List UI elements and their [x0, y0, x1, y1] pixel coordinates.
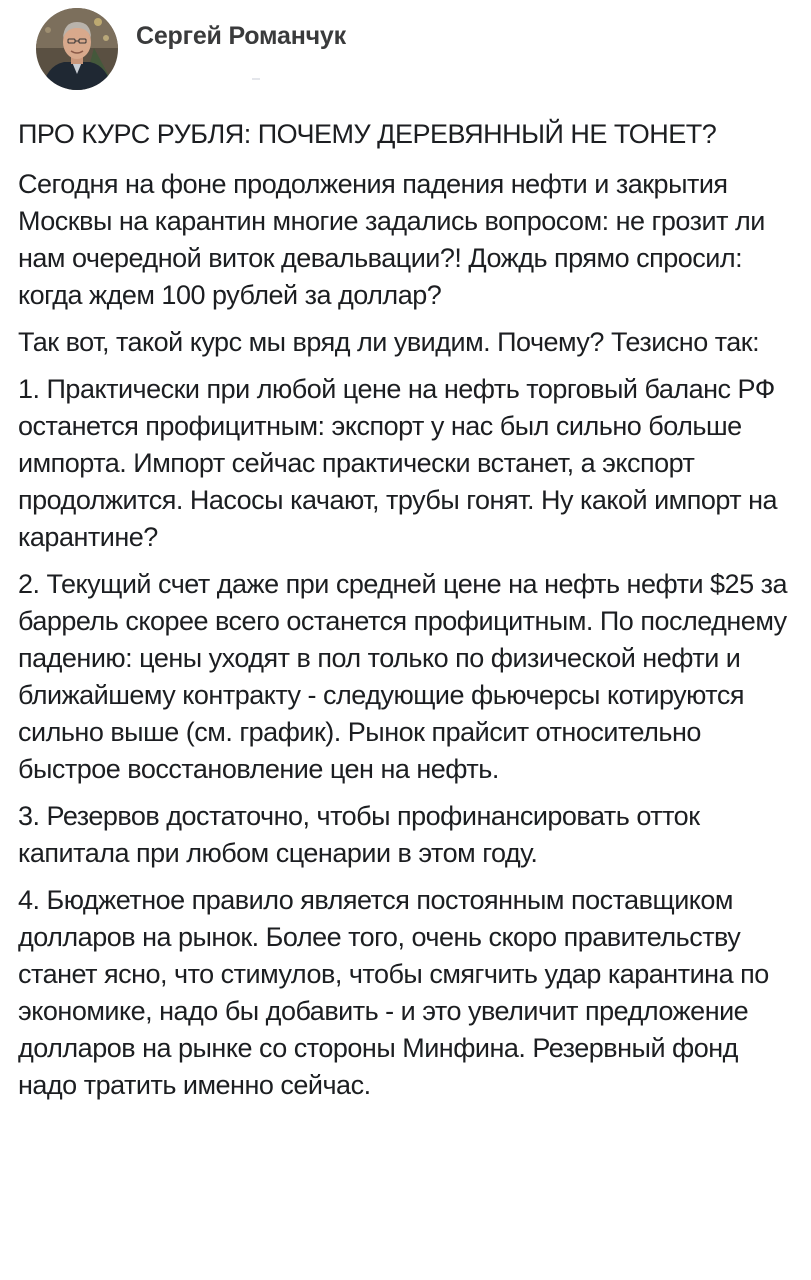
author-name[interactable]: Сергей Романчук — [136, 22, 346, 50]
post-paragraph: Сегодня на фоне продолжения падения нефти и закрытия Москвы на карантин многие задались вопросом: не грозит ли нам очередной виток девальвации?! Дождь прямо спросил: когда ждем 100 рублей за доллар? — [18, 169, 765, 310]
post-title: ПРО КУРС РУБЛЯ: ПОЧЕМУ ДЕРЕВЯННЫЙ НЕ ТОНЕТ? — [18, 119, 717, 149]
post-header — [18, 0, 791, 110]
post-paragraph: Так вот, такой курс мы вряд ли увидим. Почему? Тезисно так: — [18, 327, 760, 357]
divider — [252, 78, 260, 80]
post-paragraph: 1. Практически при любой цене на нефть торговый баланс РФ останется профицитным: экспорт у нас был сильно больше импорта. Импорт сейчас практически встанет, а экспорт продолжится. Насосы качают, трубы гонят. Ну какой импорт на карантине? — [18, 374, 778, 552]
user-photo-avatar-icon — [36, 8, 118, 90]
post-paragraph: 4. Бюджетное правило является постоянным поставщиком долларов на рынок. Более того, очень скоро правительству станет ясно, что стимулов, чтобы смягчить удар карантина по экономике, надо бы добавить - и это увеличит предложение долларов на рынке со стороны Минфина. Резервный фонд надо тратить именно сейчас. — [18, 885, 769, 1100]
post-paragraph: 2. Текущий счет даже при средней цене на нефть нефти $25 за баррель скорее всего останется профицитным. По последнему падению: цены уходят в пол только по физической нефти и ближайшему контракту - следующие фьючерсы котируются сильно выше (см. график). Рынок прайсит относительно быстрое восстановление цен на нефть. — [18, 569, 787, 784]
post-body — [18, 116, 791, 1104]
author-avatar[interactable] — [36, 8, 118, 90]
post-paragraph: 3. Резервов достаточно, чтобы профинансировать отток капитала при любом сценарии в этом году. — [18, 801, 700, 868]
